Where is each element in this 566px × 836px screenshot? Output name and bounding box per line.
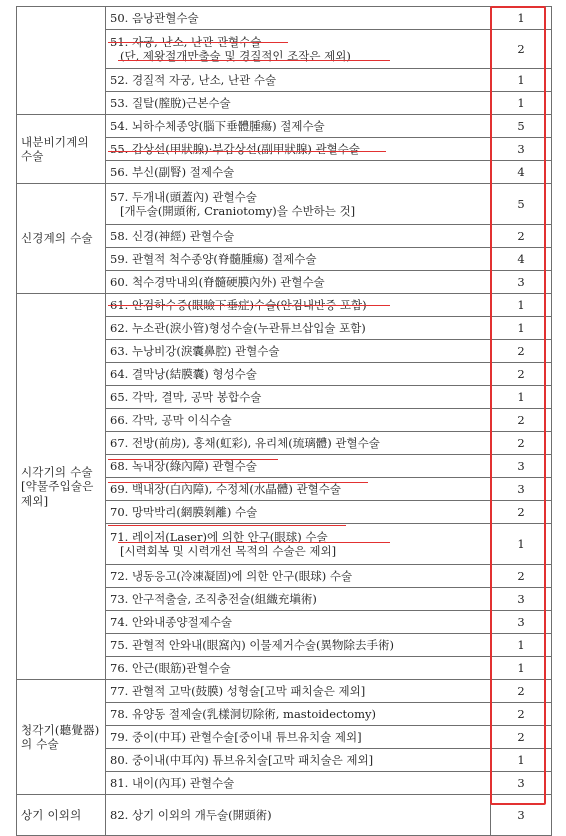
item-cell: 82. 상기 이외의 개두술(開頭術) <box>106 795 491 836</box>
item-cell <box>106 30 491 69</box>
count-cell: 1 <box>491 317 552 340</box>
item-cell: 80. 중이내(中耳內) 튜브유치술[고막 패치술은 제외] <box>106 749 491 772</box>
table-row <box>17 680 552 703</box>
count-cell: 1 <box>491 69 552 92</box>
count-cell: 2 <box>491 501 552 524</box>
highlight-underline <box>108 459 278 460</box>
category-cell: 신경계의 수술 <box>17 184 106 294</box>
count-cell: 3 <box>491 271 552 294</box>
category-cell: 내분비기계의 수술 <box>17 115 106 184</box>
count-cell: 1 <box>491 7 552 30</box>
item-line-1: 51. 자궁, 난소, 난관 관혈수술 <box>110 34 262 49</box>
item-cell <box>106 184 491 225</box>
item-cell: 67. 전방(前房), 홍채(虹彩), 유리체(琉璃體) 관혈수술 <box>106 432 491 455</box>
count-cell: 2 <box>491 30 552 69</box>
count-cell: 4 <box>491 161 552 184</box>
surgery-table <box>16 6 552 836</box>
category-cell: 상기 이외의 <box>17 795 106 836</box>
highlight-underline <box>108 305 390 306</box>
count-cell: 1 <box>491 634 552 657</box>
highlight-underline <box>118 60 390 61</box>
count-cell: 2 <box>491 432 552 455</box>
item-line-2: [개두술(開頭術, Craniotomy)을 수반하는 것] <box>120 204 356 218</box>
count-cell: 2 <box>491 726 552 749</box>
count-cell: 3 <box>491 455 552 478</box>
item-cell: 69. 백내장(白內障), 수정체(水晶體) 관혈수술 <box>106 478 491 501</box>
count-cell: 2 <box>491 680 552 703</box>
item-cell: 55. 갑상선(甲狀腺)·부갑상선(副甲狀腺) 관혈수술 <box>106 138 491 161</box>
count-cell: 3 <box>491 478 552 501</box>
count-cell: 2 <box>491 409 552 432</box>
item-cell: 53. 질탈(膣脫)근본수술 <box>106 92 491 115</box>
item-cell: 56. 부신(副腎) 절제수술 <box>106 161 491 184</box>
item-line-1: 71. 레이저(Laser)에 의한 안구(眼球) 수술 <box>110 529 328 544</box>
item-cell: 73. 안구적출술, 조직충전술(組織充塡術) <box>106 588 491 611</box>
highlight-underline <box>108 482 368 483</box>
category-cell: 청각기(聽覺器)의 수술 <box>17 680 106 795</box>
table-row <box>17 115 552 138</box>
item-cell: 79. 중이(中耳) 관혈수술[중이내 튜브유치술 제외] <box>106 726 491 749</box>
item-cell: 50. 음낭관혈수술 <box>106 7 491 30</box>
category-cell: 시각기의 수술[약물주입술은 제외] <box>17 294 106 680</box>
count-cell: 2 <box>491 225 552 248</box>
item-cell: 52. 경질적 자궁, 난소, 난관 수술 <box>106 69 491 92</box>
item-cell: 77. 관혈적 고막(鼓膜) 성형술[고막 패치술은 제외] <box>106 680 491 703</box>
item-cell: 65. 각막, 결막, 공막 봉합수술 <box>106 386 491 409</box>
item-cell: 76. 안근(眼筋)관혈수술 <box>106 657 491 680</box>
item-cell: 74. 안와내종양절제수술 <box>106 611 491 634</box>
highlight-underline <box>108 42 288 43</box>
count-cell: 1 <box>491 386 552 409</box>
count-cell: 5 <box>491 184 552 225</box>
count-cell: 2 <box>491 340 552 363</box>
count-cell: 2 <box>491 565 552 588</box>
item-cell: 63. 누낭비강(淚囊鼻腔) 관혈수술 <box>106 340 491 363</box>
count-cell: 3 <box>491 772 552 795</box>
item-cell <box>106 524 491 565</box>
item-cell: 75. 관혈적 안와내(眼窩內) 이물제거수술(異物除去手術) <box>106 634 491 657</box>
count-cell: 4 <box>491 248 552 271</box>
count-cell: 3 <box>491 611 552 634</box>
count-cell: 1 <box>491 294 552 317</box>
count-cell: 3 <box>491 588 552 611</box>
category-cell <box>17 7 106 115</box>
table-row <box>17 7 552 30</box>
highlight-underline <box>118 542 390 543</box>
highlight-underline <box>108 151 386 152</box>
count-cell: 1 <box>491 657 552 680</box>
item-cell: 70. 망막박리(網膜剝離) 수술 <box>106 501 491 524</box>
item-line-2: (단, 제왕절개만출술 및 경질적인 조작은 제외) <box>120 49 351 63</box>
item-cell: 62. 누소관(淚小管)형성수술(누관튜브삽입술 포함) <box>106 317 491 340</box>
item-cell: 68. 녹내장(綠內障) 관혈수술 <box>106 455 491 478</box>
highlight-underline <box>108 525 346 526</box>
item-line-1: 57. 두개내(頭蓋內) 관혈수술 <box>110 189 257 204</box>
count-cell: 1 <box>491 524 552 565</box>
table-row <box>17 184 552 225</box>
table-row <box>17 795 552 836</box>
item-cell: 59. 관혈적 척수종양(脊髓腫瘍) 절제수술 <box>106 248 491 271</box>
count-cell: 2 <box>491 363 552 386</box>
item-line-2: [시력회복 및 시력개선 목적의 수술은 제외] <box>120 544 337 558</box>
count-cell: 5 <box>491 115 552 138</box>
item-cell: 78. 유양동 절제술(乳樣洞切除術, mastoidectomy) <box>106 703 491 726</box>
item-cell: 66. 각막, 공막 이식수술 <box>106 409 491 432</box>
count-cell: 2 <box>491 703 552 726</box>
item-cell: 64. 결막낭(結膜囊) 형성수술 <box>106 363 491 386</box>
count-cell: 1 <box>491 749 552 772</box>
item-cell: 60. 척수경막내외(脊髓硬膜內外) 관혈수술 <box>106 271 491 294</box>
item-cell: 54. 뇌하수체종양(腦下垂體腫瘍) 절제수술 <box>106 115 491 138</box>
item-cell: 58. 신경(神經) 관혈수술 <box>106 225 491 248</box>
count-cell: 3 <box>491 138 552 161</box>
item-cell: 61. 안검하수증(眼瞼下垂症)수술(안검내반증 포함) <box>106 294 491 317</box>
item-cell: 81. 내이(內耳) 관혈수술 <box>106 772 491 795</box>
item-cell: 72. 냉동응고(冷凍凝固)에 의한 안구(眼球) 수술 <box>106 565 491 588</box>
count-cell: 1 <box>491 92 552 115</box>
count-cell: 3 <box>491 795 552 836</box>
